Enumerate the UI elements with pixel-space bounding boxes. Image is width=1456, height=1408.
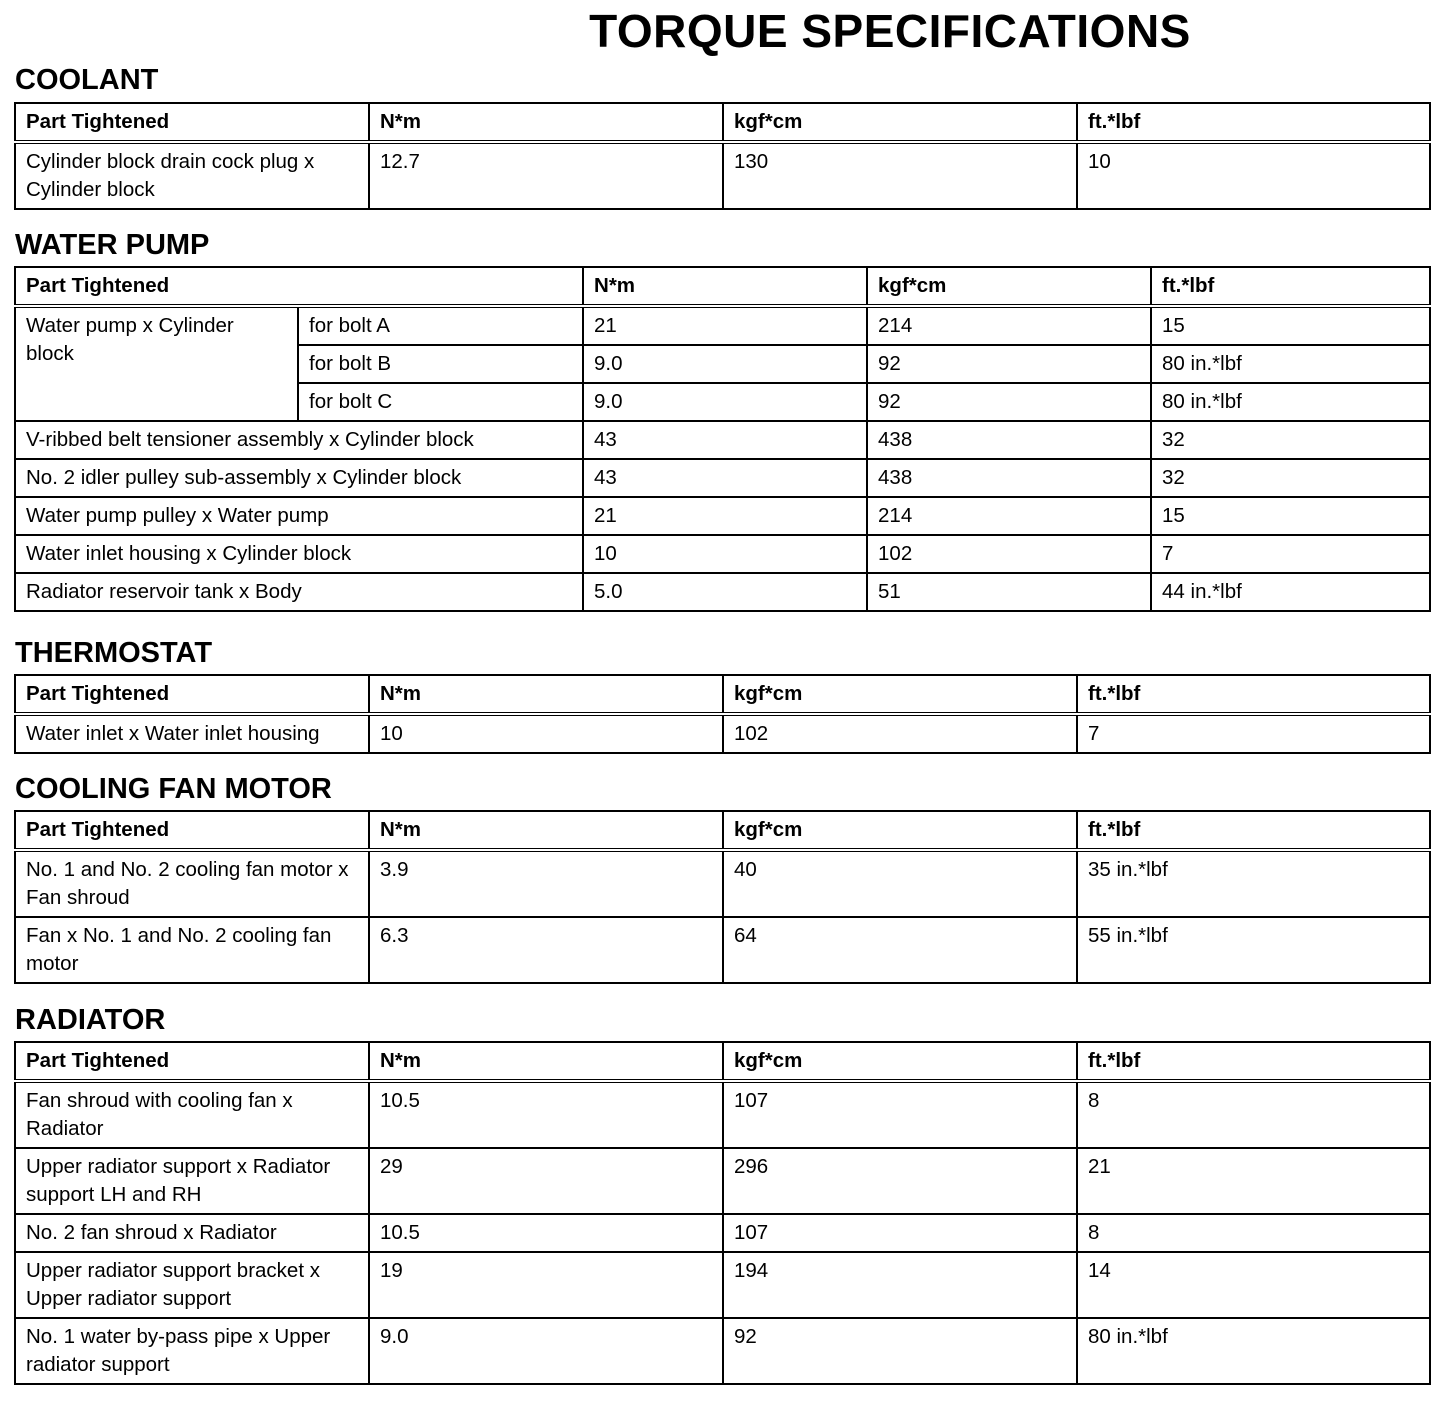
cell-ftlbf: 55 in.*lbf: [1077, 917, 1430, 983]
cell-kgfcm: 214: [867, 497, 1151, 535]
header-nm: N*m: [369, 811, 723, 850]
cell-ftlbf: 80 in.*lbf: [1077, 1318, 1430, 1384]
header-kgfcm: kgf*cm: [867, 267, 1151, 306]
cell-kgfcm: 102: [867, 535, 1151, 573]
table-row: [15, 1148, 1430, 1214]
cell-part: No. 1 and No. 2 cooling fan motor x Fan shroud: [15, 850, 369, 917]
cell-part-group: Water pump x Cylinder block: [15, 306, 298, 421]
table-row: [15, 306, 1430, 345]
section-title-thermostat: THERMOSTAT: [15, 637, 213, 669]
cell-ftlbf: 15: [1151, 306, 1430, 345]
cell-kgfcm: 102: [723, 714, 1077, 753]
header-part: Part Tightened: [15, 103, 369, 142]
header-nm: N*m: [369, 675, 723, 714]
cell-kgfcm: 92: [867, 345, 1151, 383]
header-kgfcm: kgf*cm: [723, 811, 1077, 850]
table-row: [15, 142, 1430, 209]
header-part: Part Tightened: [15, 267, 583, 306]
header-nm: N*m: [583, 267, 867, 306]
table-row: [15, 573, 1430, 611]
cell-nm: 10: [583, 535, 867, 573]
cell-part: Fan x No. 1 and No. 2 cooling fan motor: [15, 917, 369, 983]
table-row: [15, 1252, 1430, 1318]
header-ftlbf: ft.*lbf: [1151, 267, 1430, 306]
table-row: [15, 1318, 1430, 1384]
table-row: [15, 497, 1430, 535]
table-row: [15, 714, 1430, 753]
cell-kgfcm: 296: [723, 1148, 1077, 1214]
cell-nm: 5.0: [583, 573, 867, 611]
cooling-fan-motor-table: [14, 810, 1431, 984]
header-kgfcm: kgf*cm: [723, 675, 1077, 714]
cell-nm: 21: [583, 497, 867, 535]
water-pump-table: [14, 266, 1431, 612]
header-part: Part Tightened: [15, 675, 369, 714]
page-title: TORQUE SPECIFICATIONS: [589, 5, 1191, 57]
cell-ftlbf: 7: [1151, 535, 1430, 573]
cell-nm: 6.3: [369, 917, 723, 983]
cell-ftlbf: 15: [1151, 497, 1430, 535]
cell-nm: 12.7: [369, 142, 723, 209]
header-ftlbf: ft.*lbf: [1077, 103, 1430, 142]
cell-nm: 10: [369, 714, 723, 753]
table-row: [15, 850, 1430, 917]
cell-ftlbf: 80 in.*lbf: [1151, 345, 1430, 383]
section-title-coolant: COOLANT: [15, 64, 159, 96]
cell-sub: for bolt B: [298, 345, 583, 383]
cell-ftlbf: 21: [1077, 1148, 1430, 1214]
cell-kgfcm: 214: [867, 306, 1151, 345]
header-nm: N*m: [369, 1042, 723, 1081]
cell-ftlbf: 44 in.*lbf: [1151, 573, 1430, 611]
section-title-cooling-fan-motor: COOLING FAN MOTOR: [15, 773, 332, 805]
cell-kgfcm: 194: [723, 1252, 1077, 1318]
cell-nm: 9.0: [369, 1318, 723, 1384]
cell-kgfcm: 92: [723, 1318, 1077, 1384]
cell-ftlbf: 7: [1077, 714, 1430, 753]
table-row: [15, 1081, 1430, 1148]
table-header-row: [15, 103, 1430, 142]
cell-ftlbf: 14: [1077, 1252, 1430, 1318]
cell-ftlbf: 80 in.*lbf: [1151, 383, 1430, 421]
header-kgfcm: kgf*cm: [723, 103, 1077, 142]
cell-part: No. 2 idler pulley sub-assembly x Cylinder block: [15, 459, 583, 497]
header-part: Part Tightened: [15, 1042, 369, 1081]
cell-ftlbf: 32: [1151, 459, 1430, 497]
cell-ftlbf: 8: [1077, 1214, 1430, 1252]
section-title-radiator: RADIATOR: [15, 1004, 166, 1036]
header-part: Part Tightened: [15, 811, 369, 850]
radiator-table: [14, 1041, 1431, 1385]
cell-nm: 3.9: [369, 850, 723, 917]
cell-ftlbf: 10: [1077, 142, 1430, 209]
cell-kgfcm: 107: [723, 1081, 1077, 1148]
cell-ftlbf: 35 in.*lbf: [1077, 850, 1430, 917]
table-row: [15, 1214, 1430, 1252]
cell-nm: 9.0: [583, 345, 867, 383]
thermostat-table: [14, 674, 1431, 754]
table-row: [15, 459, 1430, 497]
cell-part: Fan shroud with cooling fan x Radiator: [15, 1081, 369, 1148]
cell-nm: 21: [583, 306, 867, 345]
table-row: [15, 917, 1430, 983]
cell-kgfcm: 438: [867, 459, 1151, 497]
cell-kgfcm: 130: [723, 142, 1077, 209]
table-row: [15, 421, 1430, 459]
cell-nm: 43: [583, 459, 867, 497]
table-header-row: [15, 675, 1430, 714]
cell-part: Water inlet x Water inlet housing: [15, 714, 369, 753]
cell-ftlbf: 32: [1151, 421, 1430, 459]
cell-nm: 10.5: [369, 1214, 723, 1252]
cell-part: No. 1 water by-pass pipe x Upper radiator support: [15, 1318, 369, 1384]
cell-kgfcm: 40: [723, 850, 1077, 917]
header-nm: N*m: [369, 103, 723, 142]
header-kgfcm: kgf*cm: [723, 1042, 1077, 1081]
table-header-row: [15, 811, 1430, 850]
cell-part: No. 2 fan shroud x Radiator: [15, 1214, 369, 1252]
cell-nm: 9.0: [583, 383, 867, 421]
header-ftlbf: ft.*lbf: [1077, 675, 1430, 714]
header-ftlbf: ft.*lbf: [1077, 1042, 1430, 1081]
cell-sub: for bolt A: [298, 306, 583, 345]
cell-kgfcm: 51: [867, 573, 1151, 611]
cell-part: V-ribbed belt tensioner assembly x Cylinder block: [15, 421, 583, 459]
cell-part: Upper radiator support bracket x Upper radiator support: [15, 1252, 369, 1318]
table-header-row: [15, 267, 1430, 306]
cell-kgfcm: 107: [723, 1214, 1077, 1252]
cell-part: Water inlet housing x Cylinder block: [15, 535, 583, 573]
cell-sub: for bolt C: [298, 383, 583, 421]
cell-part: Water pump pulley x Water pump: [15, 497, 583, 535]
cell-kgfcm: 438: [867, 421, 1151, 459]
section-title-water-pump: WATER PUMP: [15, 229, 210, 261]
cell-part: Cylinder block drain cock plug x Cylinder block: [15, 142, 369, 209]
table-header-row: [15, 1042, 1430, 1081]
cell-part: Radiator reservoir tank x Body: [15, 573, 583, 611]
cell-nm: 19: [369, 1252, 723, 1318]
header-ftlbf: ft.*lbf: [1077, 811, 1430, 850]
table-row: [15, 535, 1430, 573]
cell-part: Upper radiator support x Radiator support LH and RH: [15, 1148, 369, 1214]
coolant-table: [14, 102, 1431, 210]
cell-kgfcm: 64: [723, 917, 1077, 983]
cell-kgfcm: 92: [867, 383, 1151, 421]
cell-nm: 10.5: [369, 1081, 723, 1148]
cell-nm: 43: [583, 421, 867, 459]
cell-nm: 29: [369, 1148, 723, 1214]
cell-ftlbf: 8: [1077, 1081, 1430, 1148]
